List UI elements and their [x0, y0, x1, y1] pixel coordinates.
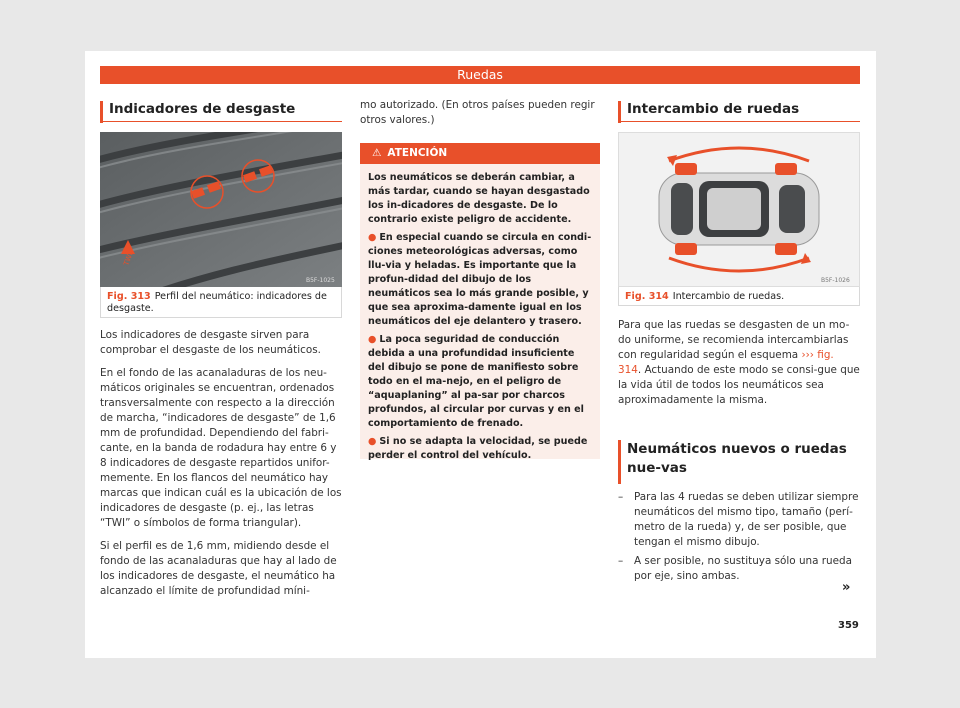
paragraph	[618, 318, 860, 408]
left-body	[100, 328, 342, 599]
figure-number: Fig. 313	[107, 291, 151, 302]
paragraph-text: . Actuando de este modo se consi-gue que la vida útil de todos los neumáticos sea aproximadamente la misma.	[618, 364, 860, 406]
warning-bullet-text: Si no se adapta la velocidad, se puede perder el control del vehículo.	[368, 436, 588, 461]
warning-title: ATENCIÓN	[387, 147, 448, 159]
bullet-icon: ●	[368, 232, 377, 243]
section-rule	[100, 121, 342, 122]
figure-code: B5F-1026	[821, 277, 850, 284]
figure-caption-text: Intercambio de ruedas.	[672, 291, 785, 302]
list-item-text: Para las 4 ruedas se deben utilizar siempre neumáticos del mismo tipo, tamaño (perí-metro de la rueda) y, de ser posible, que tengan el mismo dibujo.	[634, 491, 859, 548]
figure-caption	[625, 291, 853, 303]
paragraph: Si el perfil es de 1,6 mm, midiendo desde el fondo de las acanaladuras que hay al lado de los indicadores de desgaste, el neumático ha alcanzado el límite de profundidad míni-	[100, 540, 337, 597]
middle-continuation	[360, 98, 600, 128]
tire-tread-illustration	[100, 132, 342, 287]
dash-list	[618, 490, 860, 588]
wheel-rotation-figure	[618, 132, 860, 287]
warning-bullet-text: En especial cuando se circula en condi-ciones meteorológicas adversas, como llu-via y heladas. Es importante que la profun-didad del dibujo de los neumáticos sea lo más grande posible, y que sea aproxima-damente igual en los neumáticos del eje delantero y trasero.	[368, 232, 592, 327]
warning-bullet	[368, 333, 592, 431]
paragraph: mo autorizado. (En otros países pueden regir otros valores.)	[360, 99, 595, 126]
section-rule	[618, 121, 860, 122]
warning-bullet	[368, 231, 592, 329]
list-item	[618, 490, 860, 550]
paragraph: En el fondo de las acanaladuras de los neu-máticos originales se encuentran, ordenados transversalmente con respecto a la dirección de marcha, “indicadores de desgaste” de 1,6 mm de profundidad. Dependiendo del fabri-cante, en la banda de rodadura hay entre 6 y 8 indicadores de desgaste repartidos unifor-memente. En los flancos del neumático hay marcas que indican cuál es la ubicación de los indicadores de desgaste (p. ej., las letras “TWI” o símbolos de forma triangular).	[100, 367, 342, 529]
warning-bullet-text: La poca seguridad de conducción debida a una profundidad insuficiente del dibujo se pone de manifiesto sobre todo en el ma-nejo, en el peligro de “aquaplaning” al pa-sar por charcos profundos, al circular por curvas y en el comportamiento de frenado.	[368, 334, 584, 429]
warning-bullet	[368, 435, 592, 463]
bullet-icon: ●	[368, 436, 377, 447]
paragraph: Los indicadores de desgaste sirven para comprobar el desgaste de los neumáticos.	[100, 329, 321, 356]
wheel-rotation-diagram	[619, 133, 859, 286]
page-number: 359	[838, 620, 859, 631]
warning-intro: Los neumáticos se deberán cambiar, a más tardar, cuando se hayan desgastado los in-dicadores de desgaste. De lo contrario existe peligro de accidente.	[368, 172, 590, 225]
warning-body	[360, 164, 600, 463]
warning-triangle-icon: ⚠	[372, 147, 382, 159]
list-item	[618, 554, 860, 584]
section-title-wheel-rotation: Intercambio de ruedas	[618, 101, 799, 123]
dash-icon: –	[618, 555, 624, 567]
chapter-header: Ruedas	[100, 66, 860, 84]
right-body	[618, 318, 860, 408]
warning-box	[360, 143, 600, 459]
paragraph-text: Para que las ruedas se desgasten de un mo-do uniforme, se recomienda intercambiarlas con regularidad según el esquema	[618, 319, 850, 361]
figure-code: B5F-1025	[306, 277, 335, 284]
warning-header	[360, 143, 600, 164]
tire-tread-figure	[100, 132, 342, 287]
section-title-wear-indicators: Indicadores de desgaste	[100, 101, 295, 123]
figure-link[interactable]: ››› fig. 314	[618, 349, 834, 376]
list-item-text: A ser posible, no sustituya sólo una rueda por eje, sino ambas.	[634, 555, 852, 582]
figure-caption-text: Perfil del neumático: indicadores de desgaste.	[107, 291, 327, 314]
figure-number: Fig. 314	[625, 291, 669, 302]
bullet-icon: ●	[368, 334, 377, 345]
section-title-new-tires: Neumáticos nuevos o ruedas nue-vas	[618, 440, 857, 484]
figure-caption	[107, 291, 335, 315]
dash-icon: –	[618, 491, 624, 503]
twi-marking: TWI	[122, 251, 135, 267]
continue-arrow-icon: »	[842, 580, 851, 595]
